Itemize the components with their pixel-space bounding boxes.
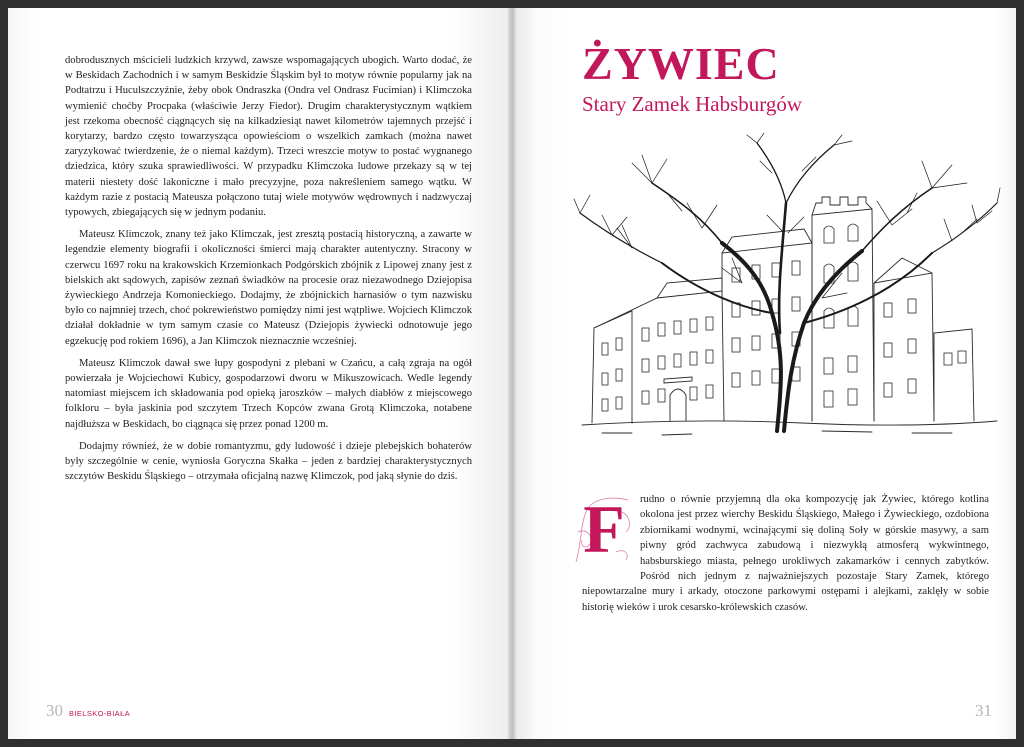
paragraph-2: Mateusz Klimczok, znany też jako Klimczak, jest zresztą postacią historyczną, a zawarte w legendzie elementy biografii i okoliczności śmierci mają charakter autentyczny. Stracony w czerwcu 1697 roku na krakowskich Krzemionkach Podgórskich zbójnik z Lipowej znany jest z bielskich akt sądowych, zapisów zeznań świadków na procesie oraz niezawodnego Dziejopisa żywieckiego Andrzeja Komonieckiego. Dodajmy, że zbójnickich harnasiów o tym nazwisku było co najmniej trzech, choć pokrewieństwo pomiędzy nimi jest wątpliwe. Wojciech Klimczok działał dokładnie w tym samym czasie co Mateusz (Dziejopis żywiecki odnotowuje jego egzekucję pod rokiem 1696), a Jan Klimczok nieznacznie wcześniej.	[65, 229, 472, 347]
chapter-title: ŻYWIEC	[582, 38, 780, 89]
left-page	[8, 8, 512, 739]
page-number-left: 30	[46, 701, 63, 720]
book-spread	[8, 8, 1016, 739]
page-number-right: 31	[975, 701, 992, 720]
castle-tree-illustration	[572, 133, 1002, 478]
running-head: BIELSKO-BIAŁA	[69, 709, 131, 718]
paragraph-4: Dodajmy również, że w dobie romantyzmu, gdy ludowość i dzieje plebejskich bohaterów były szczególnie w cenie, wyniosła Goryczna Skałka – jeden z bardziej charakterystycznych szczytów Beskidu Śląskiego – otrzymała oficjalną nazwę Klimczok, pod jaką słynie do dziś.	[65, 440, 472, 483]
intro-paragraph: rudno o równie przyjemną dla oka kompozycję jak Żywiec, którego kotlina okolona jest przez wierchy Beskidu Śląskiego, Małego i Żywieckiego, ozdobiona zbiornikami wodnymi, wcinającymi się doliną Soły w górskie masywy, a sam piwny gród zachwyca zabudową i niezwykłą atmosferą wykwintnego, habsburskiego miasta, pełnego urokliwych zakamarków i cennych zabytków. Pośród nich jednym z najważniejszych pozostaje Stary Zamek, którego niepowtarzalne mury i arkady, otoczone parkowymi ostępami i alejkami, zaklęły w sobie historię wieków i urok cesarsko-królewskich czasów.	[582, 494, 989, 613]
right-page	[512, 8, 1016, 739]
drop-cap-letter: F	[583, 491, 625, 567]
left-folio	[46, 701, 130, 721]
paragraph-3: Mateusz Klimczok dawał swe łupy gospodyni z plebani w Czańcu, a całą zgraja na ogół powierzała je Wojciechowi Kubicy, gospodarzowi dworu w Mikuszowicach. Wedle legendy natomiast miejscem ich składowania pod opieką jaroszków – małych diabłów z miejscowego folkloru – była jaskinia pod szczytem Trzech Kopców zwana Grotą Klimczoka, notabene najdłuższa w Beskidach, bo ciągnąca się przez ponad 1200 m.	[65, 357, 472, 430]
left-body-text	[65, 53, 472, 491]
right-folio	[975, 701, 992, 721]
intro-text	[582, 492, 989, 615]
book-gutter	[508, 8, 516, 739]
chapter-subtitle: Stary Zamek Habsburgów	[582, 92, 803, 116]
drop-cap	[572, 492, 636, 566]
paragraph-1: dobrodusznych mścicieli ludzkich krzywd, zawsze wspomagających ubogich. Warto dodać, że w Beskidach Zachodnich i w samym Beskidzie Śląskim był to motyw równie popularny jak na Podtatrzu i Huculszczyźnie, żeby obok Ondraszka (Ondra vel Ondrasz Fucimian) i Klimczoka wymienić choćby Procpaka (właściwie Jerzy Fiedor). Drugim charakterystycznym wątkiem jest rzekoma obecność ciągnących się na kilkadziesiąt nawet kilometrów tajemnych przejść i korytarzy, bardzo często towarzysząca opowieściom o wszelkich zamkach (można nawet zaryzykować twierdzenie, że o niemal każdym). Trzeci wreszcie motyw to postać wygnanego dziedzica, który szuka sprawiedliwości. W przypadku Klimczoka ludowe przekazy są w tej materii niestety dość lakoniczne i mało precyzyjne, poza nakreśleniem samego wątku. W każdym razie z postacią Mateusza połączono tutaj wiele motywów wędrownych i nadzwyczaj typowych, zbiegających się w jednym podaniu.	[65, 55, 472, 219]
